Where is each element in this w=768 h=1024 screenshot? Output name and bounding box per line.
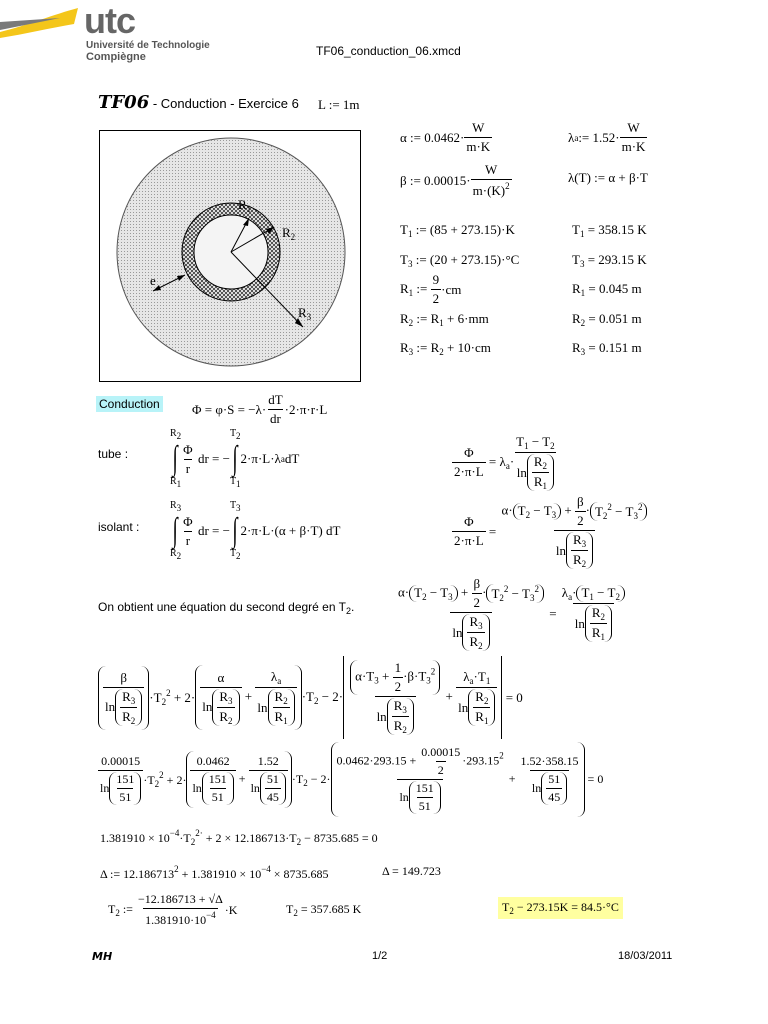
label-r3: $R_3$ xyxy=(298,305,312,322)
tube-integral: $R_2$ ∫ $R_1$ $\frac{\Phi}{r}$ dr = − $T_2$ ∫ $T_1$ 2·π·L·λ a dT xyxy=(170,428,300,489)
lambda-t-def: λ(T) := α + β·T xyxy=(568,170,648,185)
t1-val: $T_1 = 358.15$ K xyxy=(572,222,647,239)
polynomial-line: $1.381910 \times 10^{-4}\cdot T_2^{2\cdot} + 2 \times 12.186713\cdot T_2 - 8735.685 = 0$ xyxy=(100,828,378,847)
logo-sub2: Compiègne xyxy=(86,51,146,63)
r1-def: $R_1$ := $\frac{9}{2}$ ·cm xyxy=(400,272,462,306)
logo-text: utc xyxy=(84,0,135,41)
file-name: TF06_conduction_06.xmcd xyxy=(316,44,461,58)
page-title xyxy=(98,92,299,113)
utc-logo xyxy=(0,0,210,63)
label-e: e xyxy=(150,273,156,288)
r2-val: $R_2 = 0.051$ m xyxy=(572,311,642,328)
footer-date: 18/03/2011 xyxy=(618,950,673,962)
second-degree-text: On obtient une équation du second degré en $T_2$. xyxy=(98,600,355,616)
t2-celsius-result: $T_2 - 273.15K = 84.5\cdot^\circ C$ xyxy=(498,897,623,919)
t2-value: $T_2 = 357.685$ K xyxy=(286,902,362,918)
cross-section-figure xyxy=(99,130,361,382)
logo-sub1: Université de Technologie xyxy=(86,40,210,51)
r1-val: $R_1 = 0.045$ m xyxy=(572,281,642,298)
footer-initials: MH xyxy=(92,950,113,963)
isolant-integral: $R_3$ ∫ $R_2$ $\frac{\Phi}{r}$ dr = − $T_3$ ∫ $T_2$ 2·π·L·(α + β·T) dT xyxy=(170,500,341,561)
title-subtitle: - Conduction - Exercice 6 xyxy=(149,96,299,111)
pipe-diagram xyxy=(100,131,360,381)
lambda-a-def: λ a := 1.52· $\frac{W}{m\cdot K}$ xyxy=(568,120,646,154)
isolant-label: isolant : xyxy=(98,520,140,534)
label-r2: $R_2$ xyxy=(282,225,296,242)
r3-val: $R_3 = 0.151$ m xyxy=(572,340,642,357)
footer-page-number: 1/2 xyxy=(372,950,388,962)
t2-definition: $T_2$ := $\frac{-12.186713 + √\Delta}{1.381910\cdot 10^{-4}}$ ·K xyxy=(108,892,238,927)
delta-definition: Δ := $12.186713^2 + 1.381910 \times 10^{-4} \times 8735.685$ xyxy=(100,864,329,881)
delta-value: Δ = 149.723 xyxy=(382,864,441,878)
fourier-law: Φ = φ·S = −λ· $\frac{dT}{dr}$ ·2·π·r·L xyxy=(192,392,328,426)
isolant-result: $\frac{\Phi}{2\cdot\pi\cdot L}$ = $\alpha\cdot T_2 - T_3$ + $\frac{\beta}{2}$ · $T_2^2 - T_3^2$ ln $\frac{R_3}{R_2}$ xyxy=(452,494,649,569)
length-definition: L := 1m xyxy=(318,97,360,112)
r2-def: $R_2$ := $R_1 + 6\cdot mm$ xyxy=(400,311,489,328)
alpha-def: α := 0.0462· $\frac{W}{m\cdot K}$ xyxy=(400,120,491,154)
conduction-label: Conduction xyxy=(96,396,163,412)
title-code: TF06 xyxy=(98,92,150,113)
t3-val: $T_3 = 293.15$ K xyxy=(572,252,647,269)
second-degree-equation: $\alpha\cdot T_2 - T_3$ + $\frac{\beta}{2}$ · $T_2^2 - T_3^2$ ln $\frac{R_3}{R_2}$ = $\lambda_a\cdot T_1 - T_2$ ln $\frac{R_2}{R_1}$ xyxy=(396,576,627,651)
beta-def: β := 0.00015· $\frac{W}{m\cdot(K)^2}$ xyxy=(400,162,510,198)
symbolic-polynomial: β ln $\frac{R_3}{R_2}$ $\cdot T_2^2 + 2\cdot$ α ln $\frac{R_3}{R_2}$ + $\lambda_a$ ln $\frac{R_2}{R_1}$ $\cdot T_2 - 2\cdot$ $\alpha\cdot T_3$ + $\frac{1}{2}$ $\cdot\beta\cdot T_3^2$ ln $\frac{R_3}{R_2}$ + $\lambda_a\cdot T_1$ ln $\frac{R_2}{R_1}$ = 0 xyxy=(98,656,523,739)
tube-label: tube : xyxy=(98,447,129,461)
t3-def: $T_3$ := (20 + 273.15)·°C xyxy=(400,252,520,269)
label-r1: $R_1$ xyxy=(238,197,252,214)
t1-def: $T_1$ := (85 + 273.15)·K xyxy=(400,222,515,239)
numeric-polynomial: 0.00015 ln $\frac{151}{51}$ $\cdot T_2^2 + 2\cdot$ 0.0462 ln $\frac{151}{51}$ + 1.52 ln $\frac{51}{45}$ $\cdot T_2 - 2\cdot$ 0.0462·293.15 + $\frac{0.00015}{2}$ $\cdot 293.15^2$ ln $\frac{151}{51}$ + 1.52·358.15 ln $\frac{51}{45}$ = 0 xyxy=(98,742,603,817)
r3-def: $R_3$ := $R_2 + 10\cdot cm$ xyxy=(400,340,491,357)
tube-result: $\frac{\Phi}{2\cdot\pi\cdot L}$ = $\lambda_a\cdot$ $T_1 - T_2$ ln $\frac{R_2}{R_1}$ xyxy=(454,434,555,491)
logo-swoosh-icon xyxy=(0,4,90,54)
